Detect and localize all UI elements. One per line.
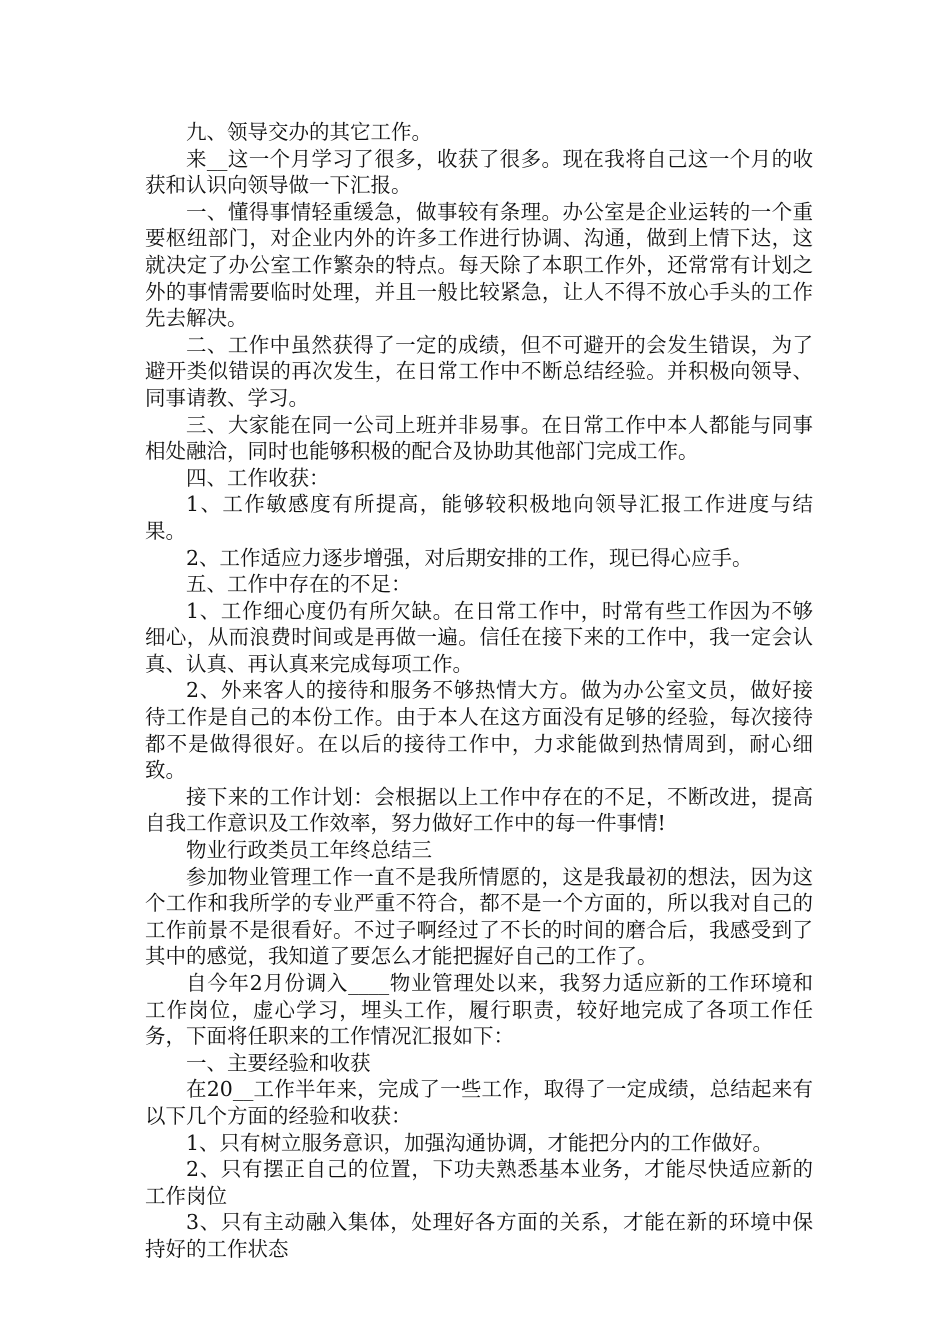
paragraph: 1、工作细心度仍有所欠缺。在日常工作中，时常有些工作因为不够细心，从而浪费时间或是再做一遍。信任在接下来的工作中，我一定会认真、认真、再认真来完成每项工作。 bbox=[145, 598, 813, 676]
paragraph: 参加物业管理工作一直不是我所情愿的，这是我最初的想法，因为这个工作和我所学的专业严重不符合，都不是一个方面的，所以我对自己的工作前景不是很看好。不过子啊经过了不长的时间的磨合后，我感受到了其中的感觉，我知道了要怎么才能把握好自己的工作了。 bbox=[145, 864, 813, 969]
paragraph: 九、领导交办的其它工作。 bbox=[186, 120, 432, 144]
paragraph: 3、只有主动融入集体，处理好各方面的关系，才能在新的环境中保持好的工作状态 bbox=[145, 1210, 813, 1261]
paragraph: 三、大家能在同一公司上班并非易事。在日常工作中本人都能与同事相处融洽，同时也能够积极的配合及协助其他部门完成工作。 bbox=[145, 412, 813, 464]
document-title: 物业行政类员工年终总结三 bbox=[186, 838, 432, 863]
section-heading: 四、工作收获： bbox=[186, 465, 330, 490]
section-heading: 五、工作中存在的不足： bbox=[186, 572, 412, 597]
paragraph: 自今年2月份调入____物业管理处以来，我努力适应新的工作环境和工作岗位，虚心学习，埋头工作，履行职责，较好地完成了各项工作任务，下面将任职来的工作情况汇报如下： bbox=[145, 971, 813, 1049]
paragraph: 2、只有摆正自己的位置，下功夫熟悉基本业务，才能尽快适应新的工作岗位 bbox=[145, 1157, 813, 1208]
paragraph: 二、工作中虽然获得了一定的成绩，但不可避开的会发生错误，为了避开类似错误的再次发生，在日常工作中不断总结经验。并积极向领导、同事请教、学习。 bbox=[145, 332, 813, 410]
paragraph: 来__这一个月学习了很多，收获了很多。现在我将自己这一个月的收获和认识向领导做一下汇报。 bbox=[145, 146, 813, 198]
document-body bbox=[145, 119, 813, 1263]
paragraph: 2、外来客人的接待和服务不够热情大方。做为办公室文员，做好接待工作是自己的本份工作。由于本人在这方面没有足够的经验，每次接待都不是做得很好。在以后的接待工作中，力求能做到热情周到，耐心细致。 bbox=[145, 678, 813, 783]
paragraph: 1、工作敏感度有所提高，能够较积极地向领导汇报工作进度与结果。 bbox=[145, 492, 813, 543]
paragraph: 1、只有树立服务意识，加强沟通协调，才能把分内的工作做好。 bbox=[186, 1130, 774, 1155]
paragraph: 接下来的工作计划：会根据以上工作中存在的不足，不断改进，提高自我工作意识及工作效率，努力做好工作中的每一件事情! bbox=[145, 784, 813, 836]
paragraph: 在20__工作半年来，完成了一些工作，取得了一定成绩，总结起来有以下几个方面的经验和收获： bbox=[145, 1077, 813, 1128]
section-heading: 一、主要经验和收获 bbox=[186, 1050, 371, 1075]
paragraph: 2、工作适应力逐步增强，对后期安排的工作，现已得心应手。 bbox=[186, 545, 753, 570]
paragraph: 一、懂得事情轻重缓急，做事较有条理。办公室是企业运转的一个重要枢纽部门，对企业内外的许多工作进行协调、沟通，做到上情下达，这就决定了办公室工作繁杂的特点。每天除了本职工作外，还常常有计划之外的事情需要临时处理，并且一般比较紧急，让人不得不放心手头的工作先去解决。 bbox=[145, 199, 813, 331]
